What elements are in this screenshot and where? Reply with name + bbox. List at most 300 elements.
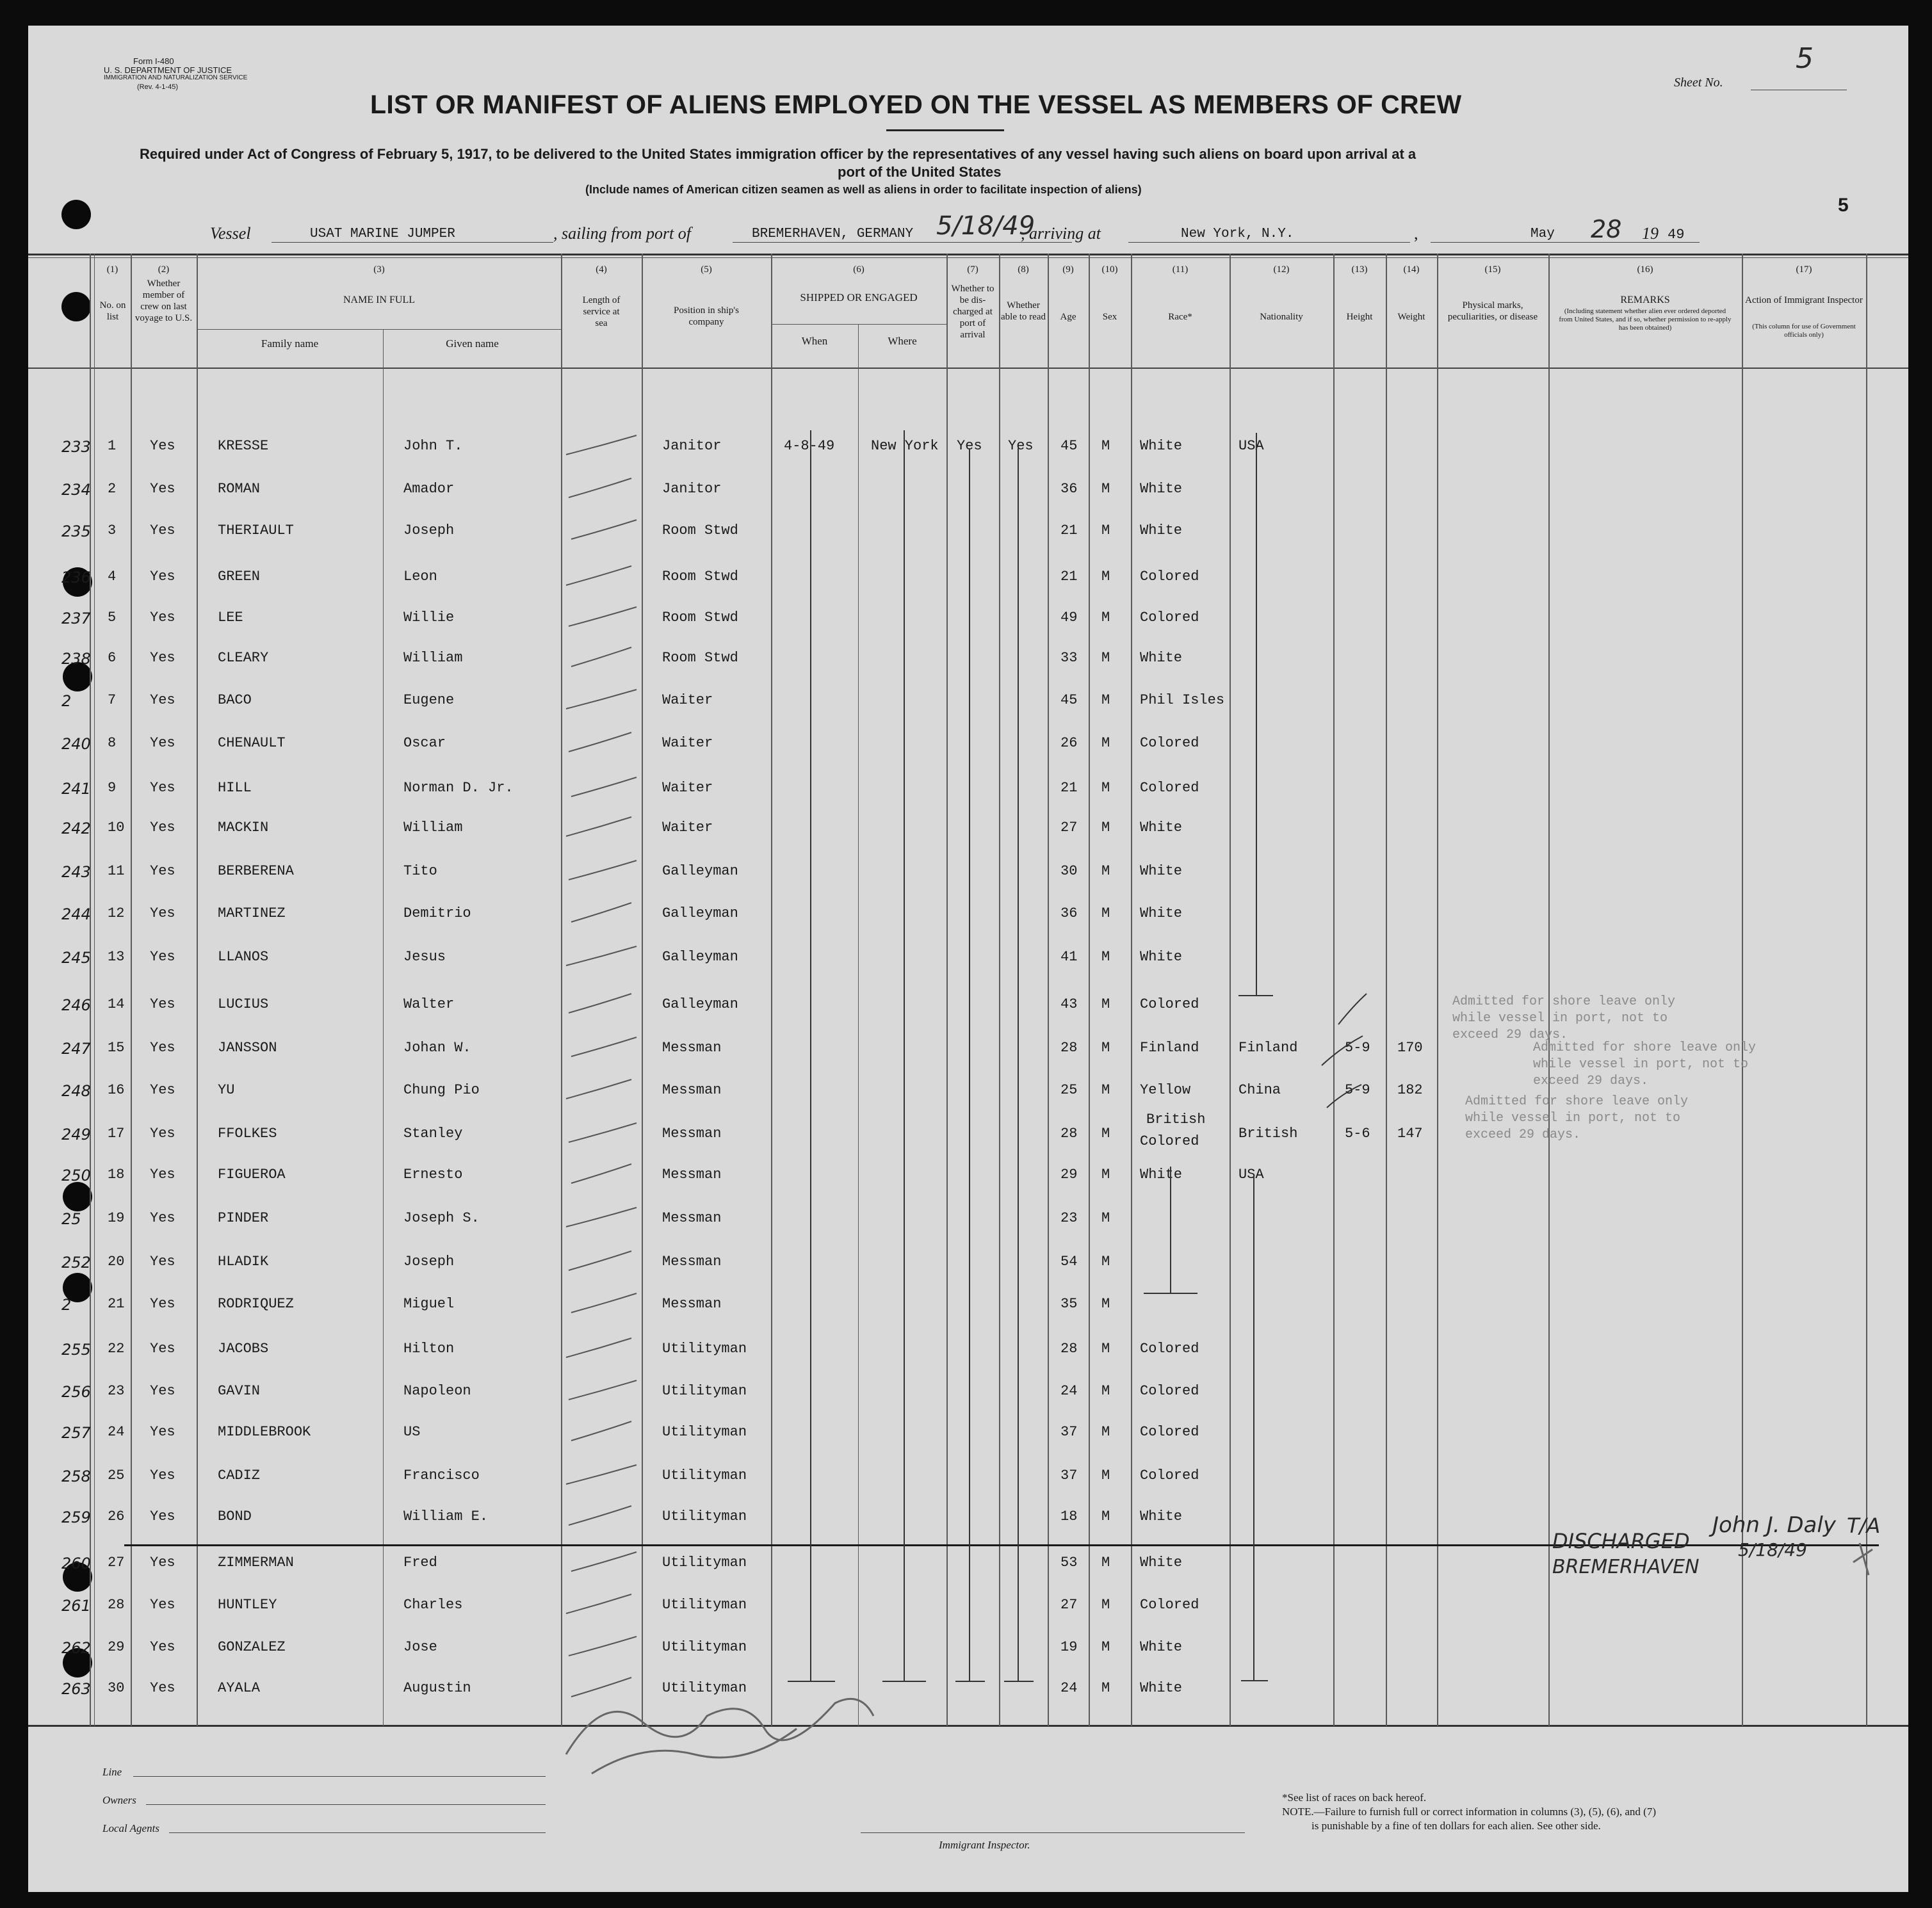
shipped-when: 4-8-49	[784, 438, 835, 454]
position: Utilityman	[662, 1639, 747, 1655]
given-name: William	[403, 650, 463, 666]
family-name: HLADIK	[218, 1254, 269, 1270]
table-row	[28, 1242, 1908, 1284]
races-footnote: *See list of races on back hereof.	[1282, 1791, 1427, 1804]
margin-entry-number: 258	[61, 1467, 91, 1485]
last-voyage-value: Yes	[150, 996, 175, 1012]
given-name: Joseph S.	[403, 1210, 480, 1226]
title-underline	[886, 129, 1004, 131]
last-voyage-value: Yes	[150, 692, 175, 708]
margin-entry-number: 245	[61, 949, 91, 967]
last-voyage-value: Yes	[150, 1555, 175, 1571]
age: 23	[1060, 1210, 1078, 1226]
sex: M	[1101, 1555, 1110, 1571]
nationality: British	[1238, 1126, 1298, 1142]
list-number: 26	[108, 1508, 125, 1524]
table-row	[28, 1412, 1908, 1455]
last-voyage-value: Yes	[150, 1167, 175, 1183]
col-3-family-label: Family name	[261, 337, 319, 350]
last-voyage-value: Yes	[150, 569, 175, 585]
margin-entry-number: 249	[61, 1126, 91, 1144]
position: Galleyman	[662, 863, 738, 879]
table-row	[28, 1628, 1908, 1670]
footer-owners-label: Owners	[102, 1794, 136, 1806]
given-name: Johan W.	[403, 1040, 471, 1056]
last-voyage-value: Yes	[150, 1040, 175, 1056]
col-13-num: (13)	[1351, 264, 1368, 275]
given-name: Napoleon	[403, 1383, 471, 1399]
position: Utilityman	[662, 1467, 747, 1484]
col-9-num: (9)	[1062, 264, 1074, 275]
sex: M	[1101, 1597, 1110, 1613]
margin-entry-number: 260	[61, 1555, 91, 1572]
table-row	[28, 1456, 1908, 1498]
race: White	[1140, 481, 1183, 497]
sex: M	[1101, 1167, 1110, 1183]
position: Messman	[662, 1126, 722, 1142]
given-name: Joseph	[403, 522, 455, 538]
family-name: GREEN	[218, 569, 261, 585]
position: Room Stwd	[662, 569, 738, 585]
table-row	[28, 557, 1908, 599]
sex: M	[1101, 650, 1110, 666]
family-name: MACKIN	[218, 820, 269, 836]
table-row	[28, 1371, 1908, 1414]
inspector-signature: John J. Daly	[1712, 1512, 1836, 1538]
sailing-date: 5/18/49	[936, 211, 1035, 241]
given-name: Oscar	[403, 735, 446, 751]
sailing-label: , sailing from port of	[553, 224, 692, 243]
given-name: Willie	[403, 610, 455, 626]
list-number: 12	[108, 905, 125, 921]
able-to-read: Yes	[1008, 438, 1034, 454]
sex: M	[1101, 863, 1110, 879]
sex: M	[1101, 522, 1110, 538]
col-16-note: (Including statement whether alien ever ordered deported from United States, and if so, whether permission to re-apply has been obtained)	[1559, 307, 1732, 332]
margin-entry-number: 238	[61, 650, 91, 668]
penalty-note-2: is punishable by a fine of ten dollars for each alien. See other side.	[1311, 1820, 1601, 1832]
sex: M	[1101, 996, 1110, 1012]
sex: M	[1101, 1040, 1110, 1056]
vessel-line	[272, 242, 553, 243]
age: 43	[1060, 996, 1078, 1012]
col-6-where-label: Where	[888, 335, 917, 347]
last-voyage-value: Yes	[150, 1254, 175, 1270]
table-row	[28, 1199, 1908, 1241]
given-name: Demitrio	[403, 905, 471, 921]
given-name: Augustin	[403, 1680, 471, 1696]
position: Waiter	[662, 692, 713, 708]
position: Utilityman	[662, 1424, 747, 1440]
position: Room Stwd	[662, 522, 738, 538]
weight: 170	[1397, 1040, 1423, 1056]
inspector-initials: T/A	[1847, 1514, 1881, 1538]
col-6-label: SHIPPED OR ENGAGED	[800, 291, 918, 303]
race: Colored	[1140, 1597, 1199, 1613]
position: Waiter	[662, 780, 713, 796]
col-13-label: Height	[1346, 312, 1373, 322]
last-voyage-value: Yes	[150, 522, 175, 538]
col-17-num: (17)	[1796, 264, 1812, 275]
table-bottom-border	[28, 1725, 1908, 1727]
age: 28	[1060, 1341, 1078, 1357]
list-number: 16	[108, 1082, 125, 1098]
race: Colored	[1140, 1424, 1199, 1440]
col-11-label: Race*	[1168, 312, 1192, 322]
margin-entry-number: 244	[61, 905, 91, 923]
family-name: ROMAN	[218, 481, 261, 497]
col-2-label: Whether member of crew on last voyage to U.S.	[134, 279, 193, 323]
col-10-label: Sex	[1102, 312, 1117, 322]
table-row	[28, 1669, 1908, 1711]
weight: 182	[1397, 1082, 1423, 1098]
family-name: LEE	[218, 610, 243, 626]
table-row	[28, 681, 1908, 723]
last-voyage-value: Yes	[150, 1467, 175, 1484]
given-name: Hilton	[403, 1341, 455, 1357]
last-voyage-value: Yes	[150, 1082, 175, 1098]
list-number: 6	[108, 650, 117, 666]
last-voyage-value: Yes	[150, 735, 175, 751]
last-voyage-value: Yes	[150, 481, 175, 497]
margin-entry-number: 242	[61, 820, 91, 837]
age: 24	[1060, 1383, 1078, 1399]
position: Room Stwd	[662, 650, 738, 666]
race: Colored	[1140, 735, 1199, 751]
sex: M	[1101, 569, 1110, 585]
nationality: Finland	[1238, 1040, 1298, 1056]
sex: M	[1101, 1210, 1110, 1226]
sex: M	[1101, 1680, 1110, 1696]
table-row	[28, 511, 1908, 553]
punch-hole	[61, 200, 91, 229]
remark-shore-leave: Admitted for shore leave only while vessel in port, not to exceed 29 days.	[1533, 1040, 1757, 1088]
race: Colored	[1140, 996, 1199, 1012]
footer-owners-field	[146, 1804, 546, 1805]
given-name: Miguel	[403, 1296, 455, 1312]
race: White	[1140, 1639, 1183, 1655]
comma: ,	[1414, 224, 1418, 243]
family-name: GAVIN	[218, 1383, 261, 1399]
table-top-border	[28, 254, 1908, 255]
last-voyage-value: Yes	[150, 1126, 175, 1142]
age: 26	[1060, 735, 1078, 751]
given-name: Charles	[403, 1597, 463, 1613]
list-number: 9	[108, 780, 117, 796]
position: Utilityman	[662, 1341, 747, 1357]
list-number: 22	[108, 1341, 125, 1357]
col-15-num: (15)	[1484, 264, 1501, 275]
col-6-num: (6)	[853, 264, 865, 275]
family-name: LLANOS	[218, 949, 269, 965]
sex: M	[1101, 1126, 1110, 1142]
last-voyage-value: Yes	[150, 949, 175, 965]
sex: M	[1101, 610, 1110, 626]
margin-entry-number: 252	[61, 1254, 91, 1272]
subtitle-line1: Required under Act of Congress of February 5, 1917, to be delivered to the United States immigration officer by the representatives of any vessel having such aliens on board upon arrival at a	[140, 146, 1417, 162]
table-row	[28, 808, 1908, 850]
race: Colored	[1140, 1467, 1199, 1484]
margin-entry-number: 257	[61, 1424, 91, 1442]
sex: M	[1101, 949, 1110, 965]
position: Janitor	[662, 438, 722, 454]
margin-entry-number: 255	[61, 1341, 91, 1359]
sex: M	[1101, 905, 1110, 921]
list-number: 19	[108, 1210, 125, 1226]
race: White	[1140, 1167, 1183, 1183]
age: 19	[1060, 1639, 1078, 1655]
given-name: Ernesto	[403, 1167, 463, 1183]
col-3-label: NAME IN FULL	[343, 295, 415, 305]
discharge-value: Yes	[957, 438, 982, 454]
sheet-number: 5	[1796, 42, 1814, 75]
list-number: 2	[108, 481, 117, 497]
family-name: PINDER	[218, 1210, 269, 1226]
family-name: THERIAULT	[218, 522, 294, 538]
list-number: 18	[108, 1167, 125, 1183]
family-name: AYALA	[218, 1680, 261, 1696]
race: White	[1140, 1680, 1183, 1696]
margin-entry-number: 241	[61, 780, 91, 798]
table-row	[28, 1155, 1908, 1197]
age: 27	[1060, 1597, 1078, 1613]
destination-line	[1128, 242, 1410, 243]
discharged-port: BREMERHAVEN	[1552, 1556, 1700, 1578]
family-name: BACO	[218, 692, 252, 708]
penalty-note-1: NOTE.—Failure to furnish full or correct information in columns (3), (5), (6), and (7)	[1282, 1806, 1656, 1818]
col-1-num: (1)	[106, 264, 118, 275]
margin-number: 5	[1838, 195, 1849, 216]
weight: 147	[1397, 1126, 1423, 1142]
family-name: LUCIUS	[218, 996, 269, 1012]
family-name: CLEARY	[218, 650, 269, 666]
race: Colored	[1140, 1383, 1199, 1399]
age: 21	[1060, 522, 1078, 538]
margin-entry-number: 240	[61, 735, 91, 753]
race: Colored	[1140, 1133, 1199, 1149]
remark-shore-leave: Admitted for shore leave only while vessel in port, not to exceed 29 days.	[1452, 994, 1676, 1042]
sex: M	[1101, 1508, 1110, 1524]
list-number: 7	[108, 692, 117, 708]
sex: M	[1101, 438, 1110, 454]
sex: M	[1101, 1082, 1110, 1098]
col-2-num: (2)	[158, 264, 170, 275]
margin-entry-number: 247	[61, 1040, 91, 1058]
col-12-num: (12)	[1273, 264, 1290, 275]
age: 18	[1060, 1508, 1078, 1524]
last-voyage-value: Yes	[150, 1296, 175, 1312]
last-voyage-value: Yes	[150, 820, 175, 836]
position: Messman	[662, 1167, 722, 1183]
margin-entry-number: 233	[61, 438, 91, 456]
table-row	[28, 768, 1908, 811]
family-name: BOND	[218, 1508, 252, 1524]
col-9-label: Age	[1060, 312, 1076, 322]
margin-entry-number: 236	[61, 569, 91, 586]
race: White	[1140, 820, 1183, 836]
sex: M	[1101, 1254, 1110, 1270]
vessel-label: Vessel	[210, 224, 251, 243]
position: Galleyman	[662, 996, 738, 1012]
table-row	[28, 852, 1908, 894]
table-row	[28, 469, 1908, 512]
inspector-signature-line	[861, 1832, 1245, 1833]
table-row	[28, 1329, 1908, 1371]
last-voyage-value: Yes	[150, 1508, 175, 1524]
family-name: HUNTLEY	[218, 1597, 277, 1613]
last-voyage-value: Yes	[150, 650, 175, 666]
last-voyage-value: Yes	[150, 438, 175, 454]
form-revision: (Rev. 4-1-45)	[137, 83, 178, 91]
height: 5-9	[1345, 1082, 1370, 1098]
list-number: 3	[108, 522, 117, 538]
shipped-subheader-line	[771, 324, 946, 325]
age: 37	[1060, 1424, 1078, 1440]
age: 28	[1060, 1126, 1078, 1142]
sex: M	[1101, 1424, 1110, 1440]
position: Utilityman	[662, 1555, 747, 1571]
col-10-num: (10)	[1101, 264, 1118, 275]
race: Finland	[1140, 1040, 1199, 1056]
age: 27	[1060, 820, 1078, 836]
punch-hole	[61, 292, 91, 321]
subtitle-line2: port of the United States	[838, 164, 1002, 180]
col-16-num: (16)	[1637, 264, 1653, 275]
department-name: U. S. DEPARTMENT OF JUSTICE	[104, 65, 232, 75]
margin-entry-number: 237	[61, 610, 91, 627]
age: 28	[1060, 1040, 1078, 1056]
age: 29	[1060, 1167, 1078, 1183]
last-voyage-value: Yes	[150, 1210, 175, 1226]
col-11-num: (11)	[1172, 264, 1189, 275]
subtitle-line3: (Include names of American citizen seamen as well as aliens in order to facilitate inspection of aliens)	[585, 183, 1142, 196]
race: White	[1140, 522, 1183, 538]
arrival-year-suffix: 49	[1668, 227, 1685, 243]
age: 53	[1060, 1555, 1078, 1571]
family-name: JANSSON	[218, 1040, 277, 1056]
family-name: KRESSE	[218, 438, 269, 454]
list-number: 29	[108, 1639, 125, 1655]
given-name: Leon	[403, 569, 437, 585]
date-line	[1431, 242, 1700, 243]
sex: M	[1101, 692, 1110, 708]
race: Colored	[1140, 610, 1199, 626]
remark-shore-leave: Admitted for shore leave only while vessel in port, not to exceed 29 days.	[1465, 1094, 1689, 1142]
col-3-num: (3)	[373, 264, 385, 275]
col-15-label: Physical marks, peculiarities, or disease	[1447, 300, 1538, 322]
given-name: William	[403, 820, 463, 836]
race: White	[1140, 1555, 1183, 1571]
list-number: 27	[108, 1555, 125, 1571]
position: Messman	[662, 1254, 722, 1270]
family-name: MIDDLEBROOK	[218, 1424, 311, 1440]
table-row	[28, 937, 1908, 980]
race: White	[1140, 650, 1183, 666]
given-name: William E.	[403, 1508, 489, 1524]
list-number: 17	[108, 1126, 125, 1142]
age: 36	[1060, 481, 1078, 497]
col-5-num: (5)	[701, 264, 712, 275]
list-number: 21	[108, 1296, 125, 1312]
margin-entry-number: 261	[61, 1597, 91, 1615]
list-number: 11	[108, 863, 125, 879]
footer-line-field	[133, 1776, 546, 1777]
height: 5-9	[1345, 1040, 1370, 1056]
last-voyage-value: Yes	[150, 1639, 175, 1655]
age: 21	[1060, 569, 1078, 585]
sex: M	[1101, 481, 1110, 497]
race: Colored	[1140, 780, 1199, 796]
family-name: MARTINEZ	[218, 905, 286, 921]
race: Colored	[1140, 1341, 1199, 1357]
family-name: HILL	[218, 780, 252, 796]
race: Colored	[1140, 569, 1199, 585]
header-bottom-border	[28, 368, 1908, 369]
destination-port: New York, N.Y.	[1181, 227, 1294, 241]
form-number: Form I-480	[133, 56, 174, 66]
col-6-when-label: When	[801, 335, 828, 347]
service-name: IMMIGRATION AND NATURALIZATION SERVICE	[104, 74, 248, 81]
age: 45	[1060, 438, 1078, 454]
sex: M	[1101, 1639, 1110, 1655]
col-7-num: (7)	[967, 264, 978, 275]
position: Messman	[662, 1296, 722, 1312]
col-16-label: REMARKS	[1620, 295, 1670, 305]
race: White	[1140, 438, 1183, 454]
position: Utilityman	[662, 1597, 747, 1613]
margin-entry-number: 2	[61, 692, 72, 710]
margin-entry-number: 256	[61, 1383, 91, 1401]
last-voyage-value: Yes	[150, 1680, 175, 1696]
age: 37	[1060, 1467, 1078, 1484]
given-name: Jesus	[403, 949, 446, 965]
departure-port: BREMERHAVEN, GERMANY	[752, 227, 914, 241]
arrival-month: May	[1530, 227, 1555, 241]
position: Janitor	[662, 481, 722, 497]
height: 5-6	[1345, 1126, 1370, 1142]
family-name: ZIMMERMAN	[218, 1555, 294, 1571]
col-4-num: (4)	[596, 264, 607, 275]
race: White	[1140, 949, 1183, 965]
sex: M	[1101, 820, 1110, 836]
inspector-label: Immigrant Inspector.	[939, 1839, 1030, 1851]
age: 35	[1060, 1296, 1078, 1312]
age: 25	[1060, 1082, 1078, 1098]
col-14-label: Weight	[1397, 312, 1425, 322]
arrival-year-prefix: 19	[1642, 224, 1659, 243]
sex: M	[1101, 735, 1110, 751]
position: Utilityman	[662, 1383, 747, 1399]
margin-entry-number: 235	[61, 522, 91, 540]
position: Room Stwd	[662, 610, 738, 626]
arriving-label: , arriving at	[1021, 224, 1101, 243]
col-8-label: Whether able to read	[1001, 300, 1046, 322]
list-number: 4	[108, 569, 117, 585]
position: Galleyman	[662, 905, 738, 921]
nationality: USA	[1238, 438, 1264, 454]
col-17-label: Action of Immigrant Inspector	[1745, 295, 1863, 305]
age: 36	[1060, 905, 1078, 921]
given-name: Walter	[403, 996, 455, 1012]
margin-entry-number: 234	[61, 481, 91, 499]
age: 24	[1060, 1680, 1078, 1696]
col-8-num: (8)	[1018, 264, 1029, 275]
list-number: 23	[108, 1383, 125, 1399]
given-name: Chung Pio	[403, 1082, 480, 1098]
list-number: 28	[108, 1597, 125, 1613]
last-voyage-value: Yes	[150, 610, 175, 626]
margin-entry-number: 246	[61, 996, 91, 1014]
